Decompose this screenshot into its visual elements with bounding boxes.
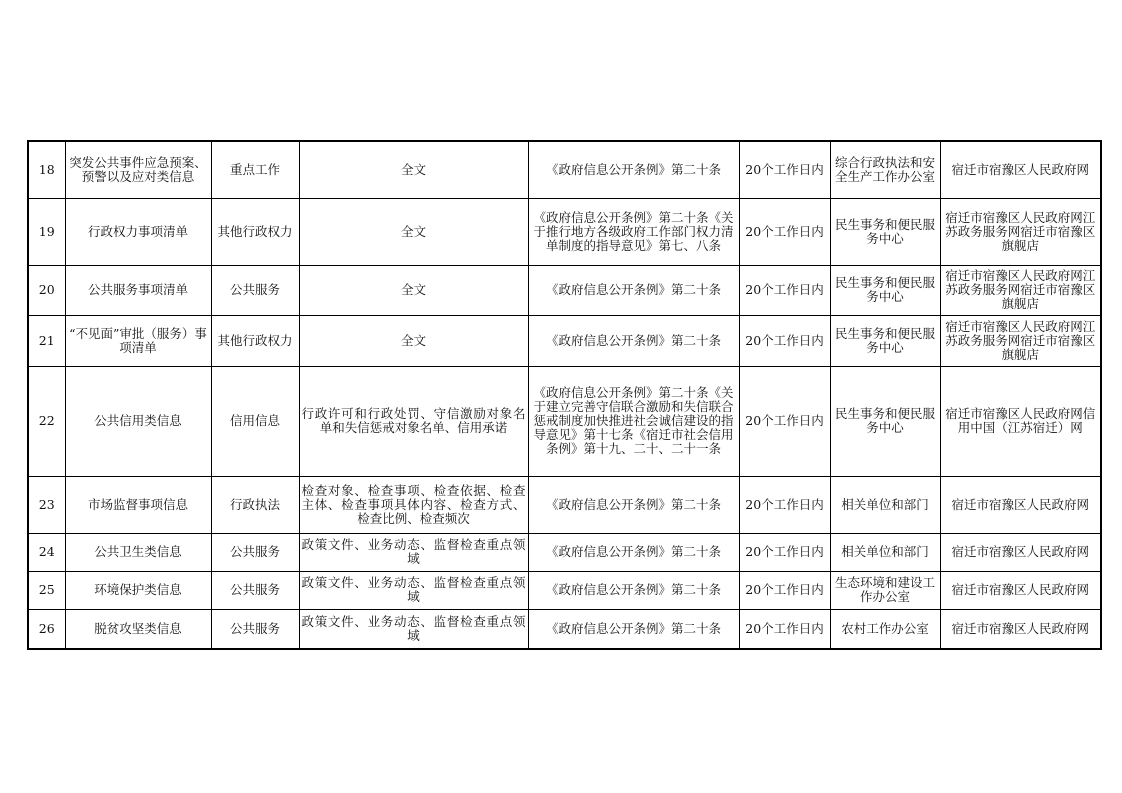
time-limit: 20个工作日内 (739, 609, 830, 649)
table-row (28, 265, 1101, 315)
item-name: 脱贫攻坚类信息 (65, 609, 211, 649)
item-content: 全文 (299, 198, 528, 265)
responsible-department: 相关单位和部门 (830, 533, 940, 571)
time-limit: 20个工作日内 (739, 265, 830, 315)
responsible-department: 民生事务和便民服务中心 (830, 366, 940, 476)
item-category: 公共服务 (211, 533, 299, 571)
time-limit: 20个工作日内 (739, 198, 830, 265)
table-row (28, 476, 1101, 533)
table-row (28, 315, 1101, 366)
time-limit: 20个工作日内 (739, 141, 830, 198)
item-content: 政策文件、业务动态、监督检查重点领域 (299, 533, 528, 571)
item-content: 全文 (299, 141, 528, 198)
row-number: 26 (28, 609, 65, 649)
item-name: 市场监督事项信息 (65, 476, 211, 533)
table-row (28, 366, 1101, 476)
legal-basis: 《政府信息公开条例》第二十条 (528, 315, 739, 366)
item-category: 行政执法 (211, 476, 299, 533)
table-row (28, 533, 1101, 571)
item-category: 公共服务 (211, 571, 299, 609)
item-category: 信用信息 (211, 366, 299, 476)
row-number: 19 (28, 198, 65, 265)
item-content: 全文 (299, 315, 528, 366)
item-name: 公共卫生类信息 (65, 533, 211, 571)
table-row (28, 141, 1101, 198)
row-number: 25 (28, 571, 65, 609)
legal-basis: 《政府信息公开条例》第二十条 (528, 533, 739, 571)
row-number: 23 (28, 476, 65, 533)
legal-basis: 《政府信息公开条例》第二十条《关于推行地方各级政府工作部门权力清单制度的指导意见》第七、八条 (528, 198, 739, 265)
table-row (28, 198, 1101, 265)
time-limit: 20个工作日内 (739, 571, 830, 609)
item-name: 突发公共事件应急预案、预警以及应对类信息 (65, 141, 211, 198)
publishing-channel: 宿迁市宿豫区人民政府网 (940, 141, 1101, 198)
item-content: 行政许可和行政处罚、守信激励对象名单和失信惩戒对象名单、信用承诺 (299, 366, 528, 476)
item-category: 公共服务 (211, 265, 299, 315)
publishing-channel: 宿迁市宿豫区人民政府网 (940, 476, 1101, 533)
legal-basis: 《政府信息公开条例》第二十条《关于建立完善守信联合激励和失信联合惩戒制度加快推进社会诚信建设的指导意见》第十七条《宿迁市社会信用条例》第十九、二十、二十一条 (528, 366, 739, 476)
responsible-department: 民生事务和便民服务中心 (830, 265, 940, 315)
item-category: 重点工作 (211, 141, 299, 198)
table-row (28, 609, 1101, 649)
row-number: 20 (28, 265, 65, 315)
responsible-department: 生态环境和建设工作办公室 (830, 571, 940, 609)
publishing-channel: 宿迁市宿豫区人民政府网江苏政务服务网宿迁市宿豫区旗舰店 (940, 315, 1101, 366)
publishing-channel: 宿迁市宿豫区人民政府网 (940, 571, 1101, 609)
responsible-department: 农村工作办公室 (830, 609, 940, 649)
row-number: 22 (28, 366, 65, 476)
publishing-channel: 宿迁市宿豫区人民政府网 (940, 609, 1101, 649)
publishing-channel: 宿迁市宿豫区人民政府网信用中国（江苏宿迁）网 (940, 366, 1101, 476)
responsible-department: 综合行政执法和安全生产工作办公室 (830, 141, 940, 198)
item-category: 其他行政权力 (211, 198, 299, 265)
legal-basis: 《政府信息公开条例》第二十条 (528, 265, 739, 315)
item-name: 行政权力事项清单 (65, 198, 211, 265)
responsible-department: 相关单位和部门 (830, 476, 940, 533)
item-content: 全文 (299, 265, 528, 315)
item-content: 检查对象、检查事项、检查依据、检查主体、检查事项具体内容、检查方式、检查比例、检查频次 (299, 476, 528, 533)
row-number: 18 (28, 141, 65, 198)
publishing-channel: 宿迁市宿豫区人民政府网江苏政务服务网宿迁市宿豫区旗舰店 (940, 198, 1101, 265)
time-limit: 20个工作日内 (739, 476, 830, 533)
item-name: “不见面”审批（服务）事项清单 (65, 315, 211, 366)
time-limit: 20个工作日内 (739, 533, 830, 571)
publishing-channel: 宿迁市宿豫区人民政府网 (940, 533, 1101, 571)
legal-basis: 《政府信息公开条例》第二十条 (528, 571, 739, 609)
publishing-channel: 宿迁市宿豫区人民政府网江苏政务服务网宿迁市宿豫区旗舰店 (940, 265, 1101, 315)
item-name: 公共服务事项清单 (65, 265, 211, 315)
time-limit: 20个工作日内 (739, 366, 830, 476)
legal-basis: 《政府信息公开条例》第二十条 (528, 609, 739, 649)
item-category: 公共服务 (211, 609, 299, 649)
item-category: 其他行政权力 (211, 315, 299, 366)
time-limit: 20个工作日内 (739, 315, 830, 366)
responsible-department: 民生事务和便民服务中心 (830, 198, 940, 265)
item-name: 环境保护类信息 (65, 571, 211, 609)
row-number: 21 (28, 315, 65, 366)
legal-basis: 《政府信息公开条例》第二十条 (528, 141, 739, 198)
row-number: 24 (28, 533, 65, 571)
disclosure-table (27, 140, 1102, 650)
item-content: 政策文件、业务动态、监督检查重点领域 (299, 571, 528, 609)
legal-basis: 《政府信息公开条例》第二十条 (528, 476, 739, 533)
item-content: 政策文件、业务动态、监督检查重点领域 (299, 609, 528, 649)
responsible-department: 民生事务和便民服务中心 (830, 315, 940, 366)
table-row (28, 571, 1101, 609)
item-name: 公共信用类信息 (65, 366, 211, 476)
